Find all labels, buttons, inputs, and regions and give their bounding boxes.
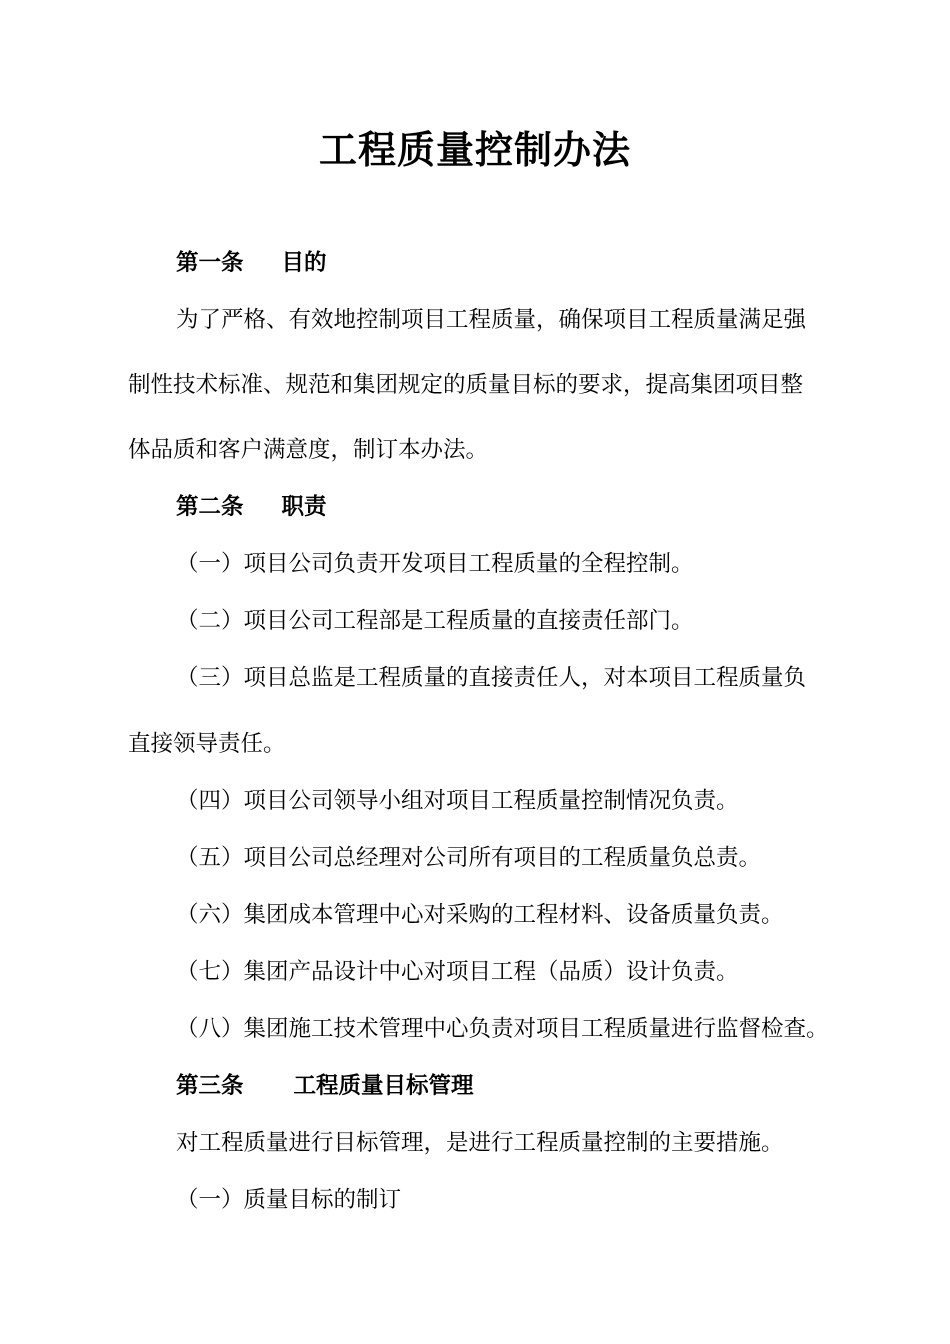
document-title: 工程质量控制办法 — [318, 128, 631, 172]
article-1-para-line-2: 制性技术标准、规范和集团规定的质量目标的要求，提高集团项目整 — [128, 372, 804, 398]
article-2-heading — [176, 492, 327, 522]
article-1-heading — [176, 248, 327, 278]
article-2-item-4: （四）项目公司领导小组对项目工程质量控制情况负责。 — [176, 788, 739, 814]
article-3-number: 第三条 — [176, 1073, 244, 1099]
article-3-heading — [176, 1071, 474, 1101]
article-2-item-8: （八）集团施工技术管理中心负责对项目工程质量进行监督检查。 — [176, 1016, 829, 1042]
article-2-item-5: （五）项目公司总经理对公司所有项目的工程质量负总责。 — [176, 845, 762, 871]
article-1-para-line-3: 体品质和客户满意度，制订本办法。 — [128, 437, 489, 463]
article-2-item-3: （三）项目总监是工程质量的直接责任人，对本项目工程质量负 — [176, 665, 807, 691]
article-3-para: 对工程质量进行目标管理，是进行工程质量控制的主要措施。 — [176, 1130, 784, 1156]
article-3-title: 工程质量目标管理 — [293, 1073, 474, 1099]
article-1-number: 第一条 — [176, 250, 244, 276]
article-2-number: 第二条 — [176, 494, 244, 520]
article-2-item-2: （二）项目公司工程部是工程质量的直接责任部门。 — [176, 608, 694, 634]
article-2-item-6: （六）集团成本管理中心对采购的工程材料、设备质量负责。 — [176, 902, 784, 928]
article-1-para-line-1: 为了严格、有效地控制项目工程质量，确保项目工程质量满足强 — [176, 307, 807, 333]
article-2-title: 职责 — [281, 494, 327, 520]
article-3-sub-1: （一）质量目标的制订 — [176, 1187, 402, 1213]
article-2-item-1: （一）项目公司负责开发项目工程质量的全程控制。 — [176, 551, 694, 577]
article-2-item-3-cont: 直接领导责任。 — [128, 731, 286, 757]
article-2-item-7: （七）集团产品设计中心对项目工程（品质）设计负责。 — [176, 959, 739, 985]
article-1-title: 目的 — [281, 250, 327, 276]
